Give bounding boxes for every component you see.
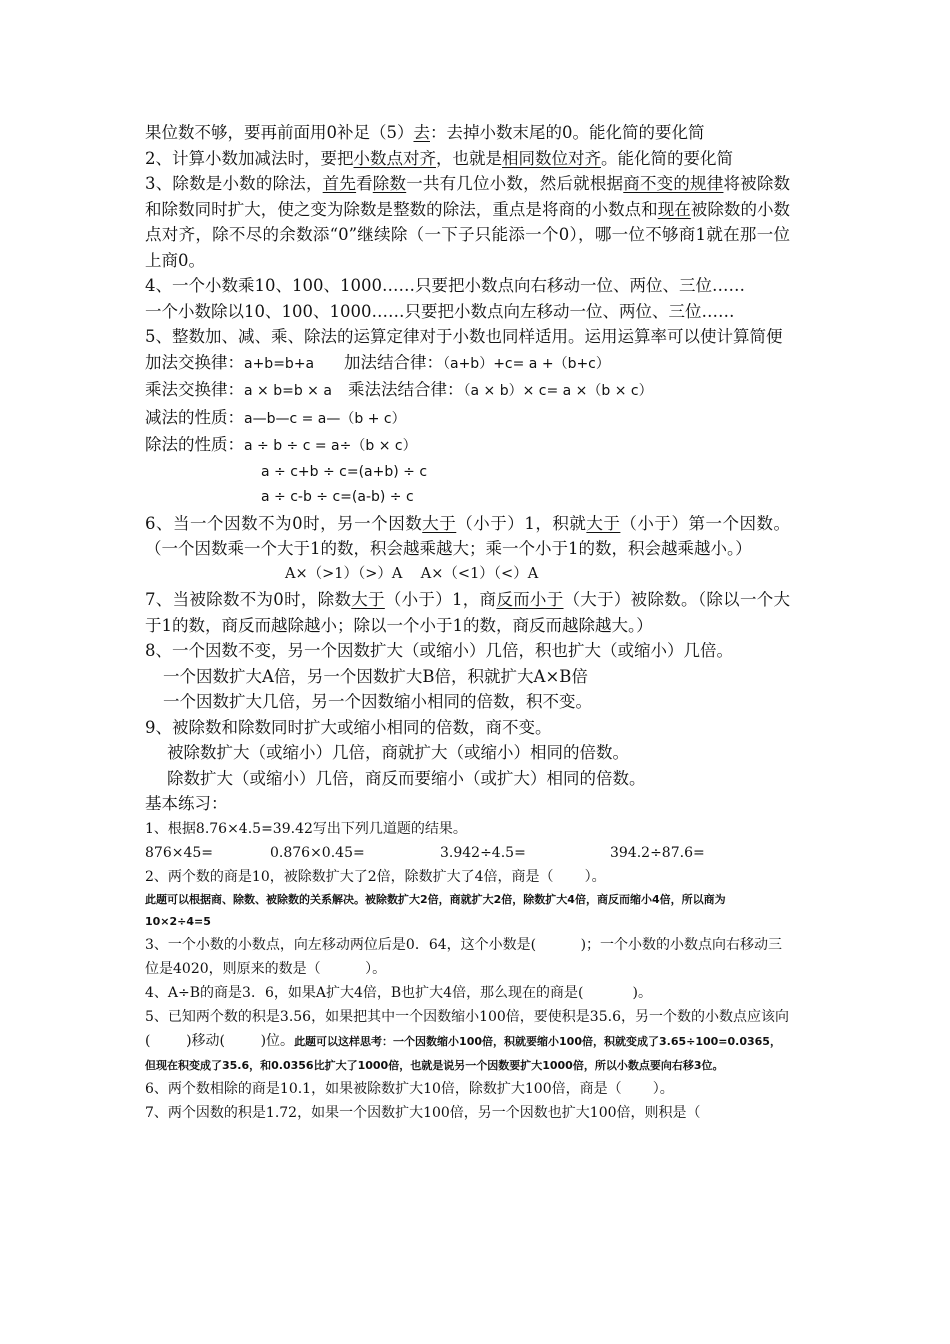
question-5-note: 此题可以这样思考：一个因数缩小100倍，积就要缩小100倍，积就变成了3.65÷100=0.0365，但现在积变成了35.6，和0.0356比扩大了1000倍，也就是说另一个因数要扩大1000倍，所以小数点要向右移3位。 (145, 1034, 781, 1072)
text: （大于）被除数。（除以一个大于1的数，商反而越除越小；除以一个小于1的数，商反而越除越大。） (145, 590, 791, 635)
law-label: 乘法交换律： (145, 380, 244, 399)
law-formula: （a × b）× c= a ×（b × c） (463, 383, 653, 399)
question-2: 2、两个数的商是10，被除数扩大了2倍，除数扩大了4倍，商是（ ）。 (145, 868, 606, 885)
text: （小于）第一个因数。（一个因数乘一个大于1的数，积会越乘越大；乘一个小于1的数，积会越乘越小。） (145, 513, 791, 558)
law-label: 加法交换律： (145, 352, 244, 372)
law-row-6: a ÷ c-b ÷ c=(a-b) ÷ c (261, 489, 414, 505)
underlined-text: 大于 (422, 513, 457, 533)
text: 看 (356, 174, 373, 193)
paragraph-2 (145, 146, 790, 172)
underlined-text: 大于 (586, 513, 621, 533)
law-row-1 (145, 350, 790, 378)
law-row-4 (145, 432, 790, 460)
text: （小于）1，积就 (456, 513, 587, 533)
underlined-text: 首先 (322, 174, 357, 193)
question-item: 394.2÷87.6= (610, 844, 705, 861)
question-item: 3.942÷4.5= (440, 844, 526, 861)
text: 2、计算小数加减法时，要把 (145, 148, 354, 168)
law-label: 加法结合律： (344, 352, 443, 372)
law-row-2 (145, 377, 790, 405)
text: 被除数的小数点对齐，除不尽的余数添“0”继续除（一下子只能添一个0），哪一位不够商1就在那一位上商0。 (145, 199, 791, 270)
question-7: 7、两个因数的积是1.72，如果一个因数扩大100倍，另一个因数也扩大100倍，则积是（ (145, 1104, 701, 1121)
text: 果位数不够，要再前面用0补足（5） (145, 123, 414, 142)
paragraph-6-formula: A×（>1）（>）A A×（<1）（<）A (285, 565, 539, 582)
underlined-text: 现在 (657, 199, 691, 219)
law-label: 减法的性质： (145, 407, 244, 427)
paragraph-9: 9、被除数和除数同时扩大或缩小相同的倍数，商不变。 (145, 717, 552, 737)
text: 一共有几位小数，然后就根据 (406, 174, 624, 193)
underlined-text: 大于 (351, 590, 385, 609)
underlined-text: 除数 (372, 174, 407, 193)
paragraph-5: 5、整数加、减、乘、除法的运算定律对于小数也同样适用。运用运算率可以使计算简便 (145, 327, 783, 346)
law-formula: a—b—c = a—（b + c） (244, 410, 406, 427)
question-item: 0.876×0.45= (270, 844, 365, 861)
question-2-note: 此题可以根据商、除数、被除数的关系解决。被除数扩大2倍，商就扩大2倍，除数扩大4倍，商反而缩小4倍，所以商为10×2÷4=5 (145, 892, 726, 928)
law-formula: （a+b）+c= a +（b+c） (443, 355, 610, 372)
text: 5、已知两个数的积是3.56，如果把其中一个因数缩小100倍，要使积是35.6，另一个数的小数点应该向( )移动( )位。 (145, 1008, 789, 1049)
paragraph-9b: 被除数扩大（或缩小）几倍，商就扩大（或缩小）相同的倍数。 (167, 743, 629, 762)
paragraph-4: 4、一个小数乘10、100、1000……只要把小数点向右移动一位、两位、三位…… (145, 276, 745, 295)
law-row-5: a ÷ c+b ÷ c=(a+b) ÷ c (261, 463, 428, 480)
underlined-text: 商不变的规律 (623, 174, 724, 193)
underlined-text: 反而小于 (496, 590, 564, 609)
text: 。能化简的要化简 (601, 148, 733, 168)
law-formula: a × b=b × a (244, 383, 332, 399)
paragraph-3 (145, 171, 790, 273)
question-5 (145, 1005, 790, 1077)
underlined-text: 相同数位对齐 (502, 148, 601, 168)
paragraph-9c: 除数扩大（或缩小）几倍，商反而要缩小（或扩大）相同的倍数。 (167, 768, 646, 788)
law-formula: a ÷ b ÷ c = a÷（b × c） (244, 438, 417, 454)
text: 7、当被除数不为0时，除数 (145, 590, 352, 609)
text: 将被除数和除数同时扩大，使之变为除数是整数的除法，重点是将商的小数点和 (145, 174, 791, 219)
text: 6、当一个因数不为0时，另一个因数 (145, 513, 423, 533)
practice-heading: 基本练习： (145, 794, 228, 813)
law-label: 除法的性质： (145, 435, 244, 454)
law-formula: a+b=b+a (244, 355, 315, 372)
document-body (145, 120, 790, 1125)
question-6: 6、两个数相除的商是10.1，如果被除数扩大10倍，除数扩大100倍，商是（ ）。 (145, 1080, 674, 1097)
text: （小于）1，商 (384, 590, 497, 609)
paragraph-8c: 一个因数扩大几倍，另一个因数缩小相同的倍数，积不变。 (163, 692, 592, 711)
question-1: 1、根据8.76×4.5=39.42写出下列几道题的结果。 (145, 820, 467, 837)
law-label: 乘法法结合律： (348, 380, 464, 399)
paragraph-4b: 一个小数除以10、100、1000……只要把小数点向左移动一位、两位、三位…… (145, 301, 735, 321)
question-3: 3、一个小数的小数点，向左移动两位后是0．64，这个小数是( )；一个小数的小数点向右移动三位是4020，则原来的数是（ ）。 (145, 936, 783, 977)
question-1-items (145, 841, 790, 865)
paragraph-line-1 (145, 120, 790, 146)
law-row-3 (145, 405, 790, 433)
text: 3、除数是小数的除法， (145, 174, 323, 193)
underlined-text: 小数点对齐 (353, 148, 436, 168)
underlined-text: 去 (413, 123, 430, 142)
question-4: 4、A÷B的商是3．6，如果A扩大4倍，B也扩大4倍，那么现在的商是( )。 (145, 984, 652, 1001)
text: ，也就是 (436, 148, 502, 168)
text: ：去掉小数末尾的0。能化简的要化简 (430, 123, 705, 142)
paragraph-8: 8、一个因数不变，另一个因数扩大（或缩小）几倍，积也扩大（或缩小）几倍。 (145, 641, 733, 660)
paragraph-8b: 一个因数扩大A倍，另一个因数扩大B倍，积就扩大A×B倍 (163, 666, 588, 686)
paragraph-7 (145, 587, 790, 638)
question-item: 876×45= (145, 844, 213, 861)
paragraph-6 (145, 511, 790, 562)
